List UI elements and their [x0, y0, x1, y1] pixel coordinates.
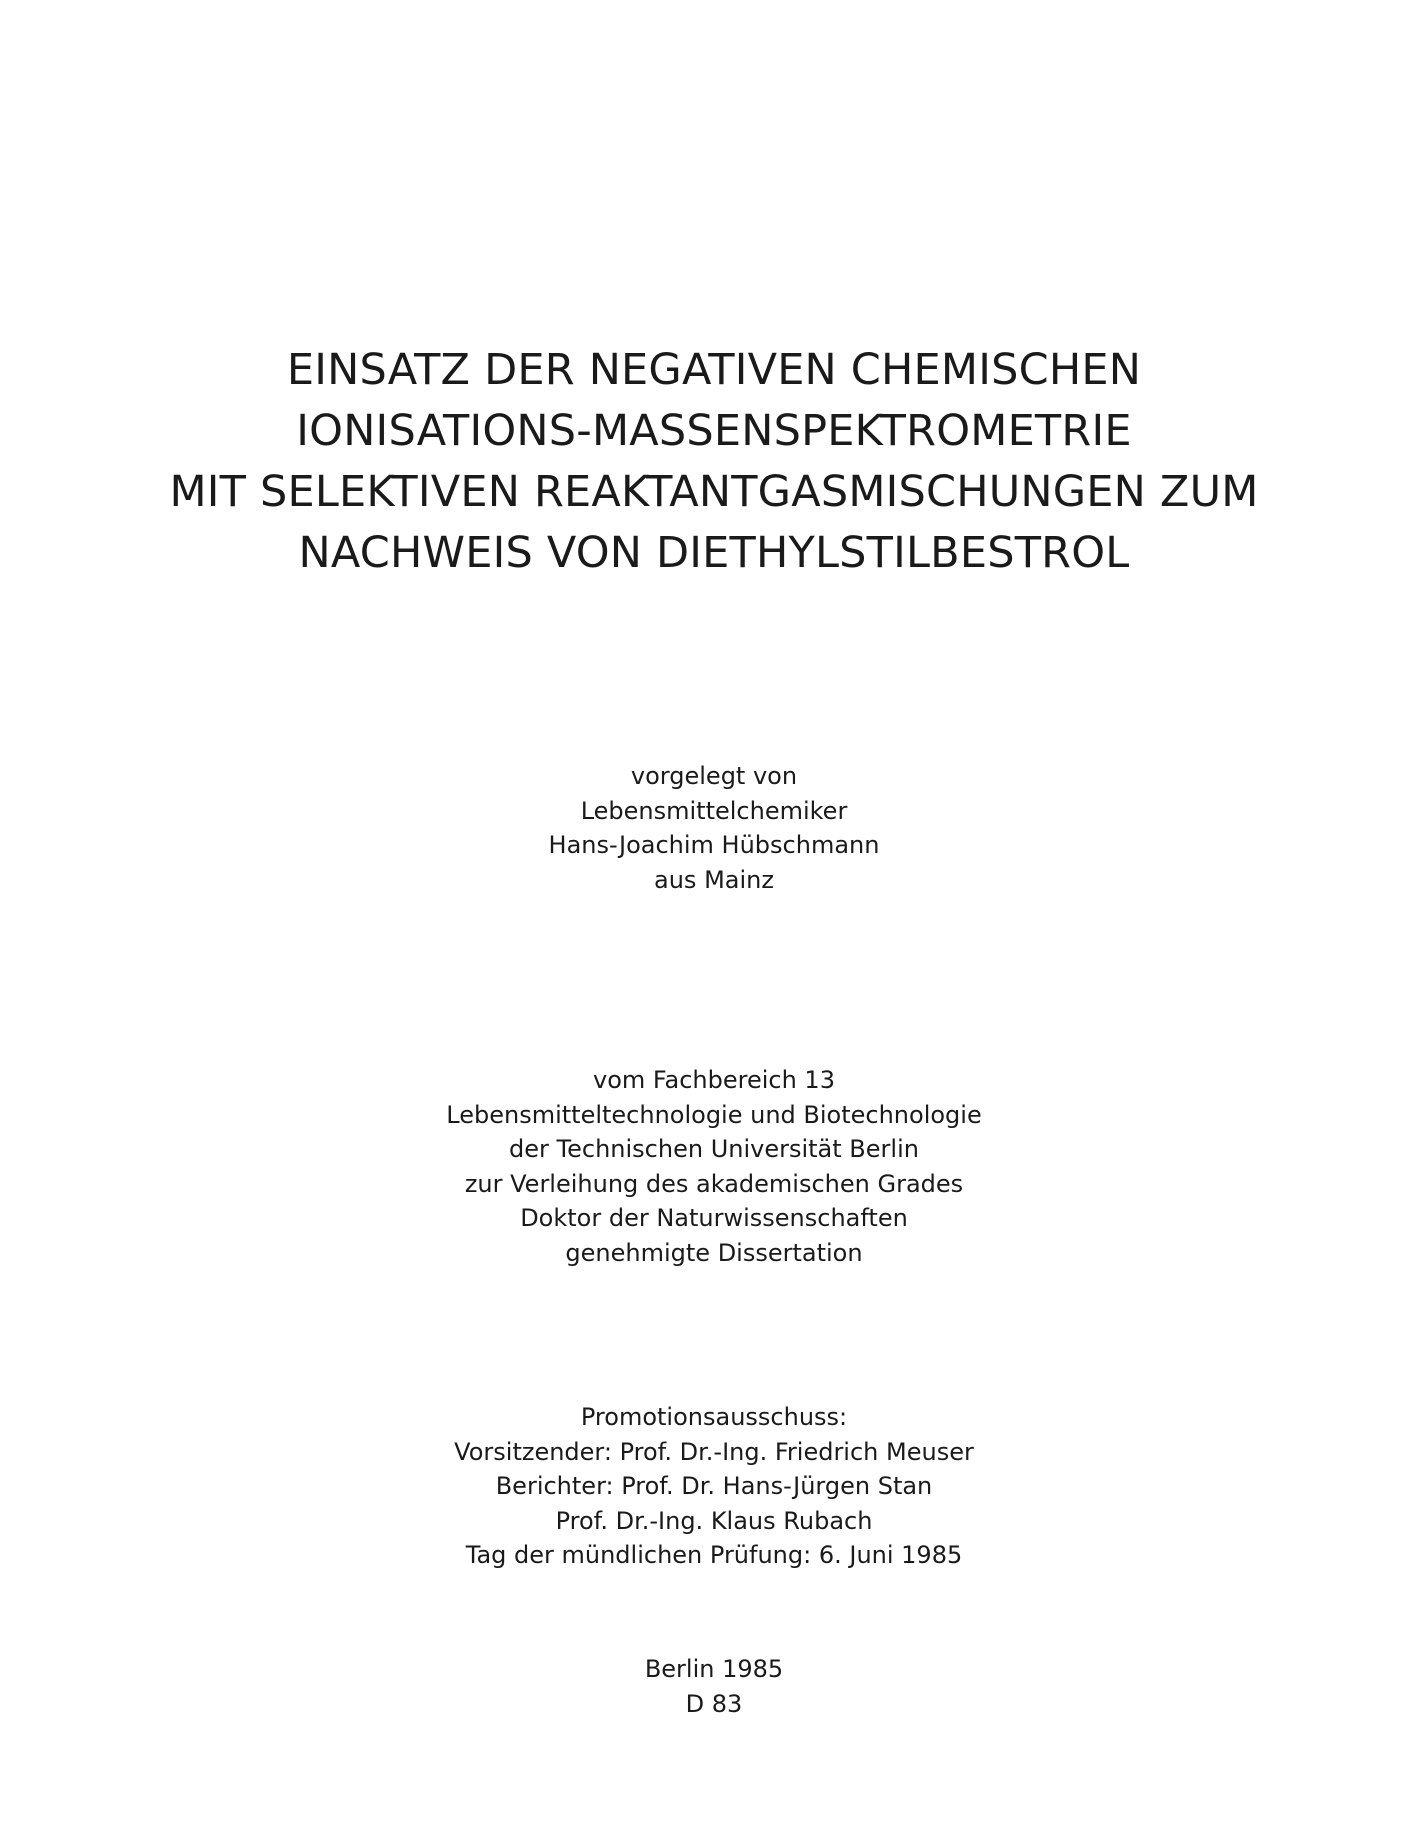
title-line-4: NACHWEIS VON DIETHYLSTILBESTROL	[298, 528, 1130, 578]
department: vom Fachbereich 13	[593, 1066, 835, 1094]
committee-reviewer-1: Berichter: Prof. Dr. Hans-Jürgen Stan	[495, 1472, 933, 1500]
dissertation-title	[0, 340, 1428, 584]
exam-date: Tag der mündlichen Prüfung: 6. Juni 1985	[465, 1541, 963, 1569]
author-block	[0, 759, 1428, 897]
faculty-block	[0, 1063, 1428, 1270]
presented-by: vorgelegt von	[630, 762, 798, 790]
place-block	[0, 1652, 1428, 1721]
field: Lebensmitteltechnologie und Biotechnologie	[446, 1100, 982, 1129]
degree: Doktor der Naturwissenschaften	[520, 1204, 908, 1232]
committee-heading: Promotionsausschuss:	[580, 1403, 848, 1431]
city-year: Berlin 1985	[644, 1655, 784, 1683]
author-origin: aus Mainz	[654, 865, 774, 894]
committee-block	[0, 1400, 1428, 1573]
dissertation-type: genehmigte Dissertation	[565, 1238, 863, 1267]
committee-chair: Vorsitzender: Prof. Dr.-Ing. Friedrich Meuser	[454, 1437, 974, 1466]
title-line-1: EINSATZ DER NEGATIVEN CHEMISCHEN	[286, 345, 1142, 395]
university: der Technischen Universität Berlin	[509, 1135, 919, 1163]
committee-reviewer-2: Prof. Dr.-Ing. Klaus Rubach	[555, 1506, 873, 1535]
title-line-2: IONISATIONS-MASSENSPEKTROMETRIE	[296, 406, 1132, 456]
author-name: Hans-Joachim Hübschmann	[548, 831, 880, 859]
library-code: D 83	[685, 1689, 743, 1718]
author-profession: Lebensmittelchemiker	[580, 796, 848, 825]
purpose: zur Verleihung des akademischen Grades	[464, 1169, 964, 1198]
title-line-3: MIT SELEKTIVEN REAKTANTGASMISCHUNGEN ZUM	[169, 467, 1259, 517]
